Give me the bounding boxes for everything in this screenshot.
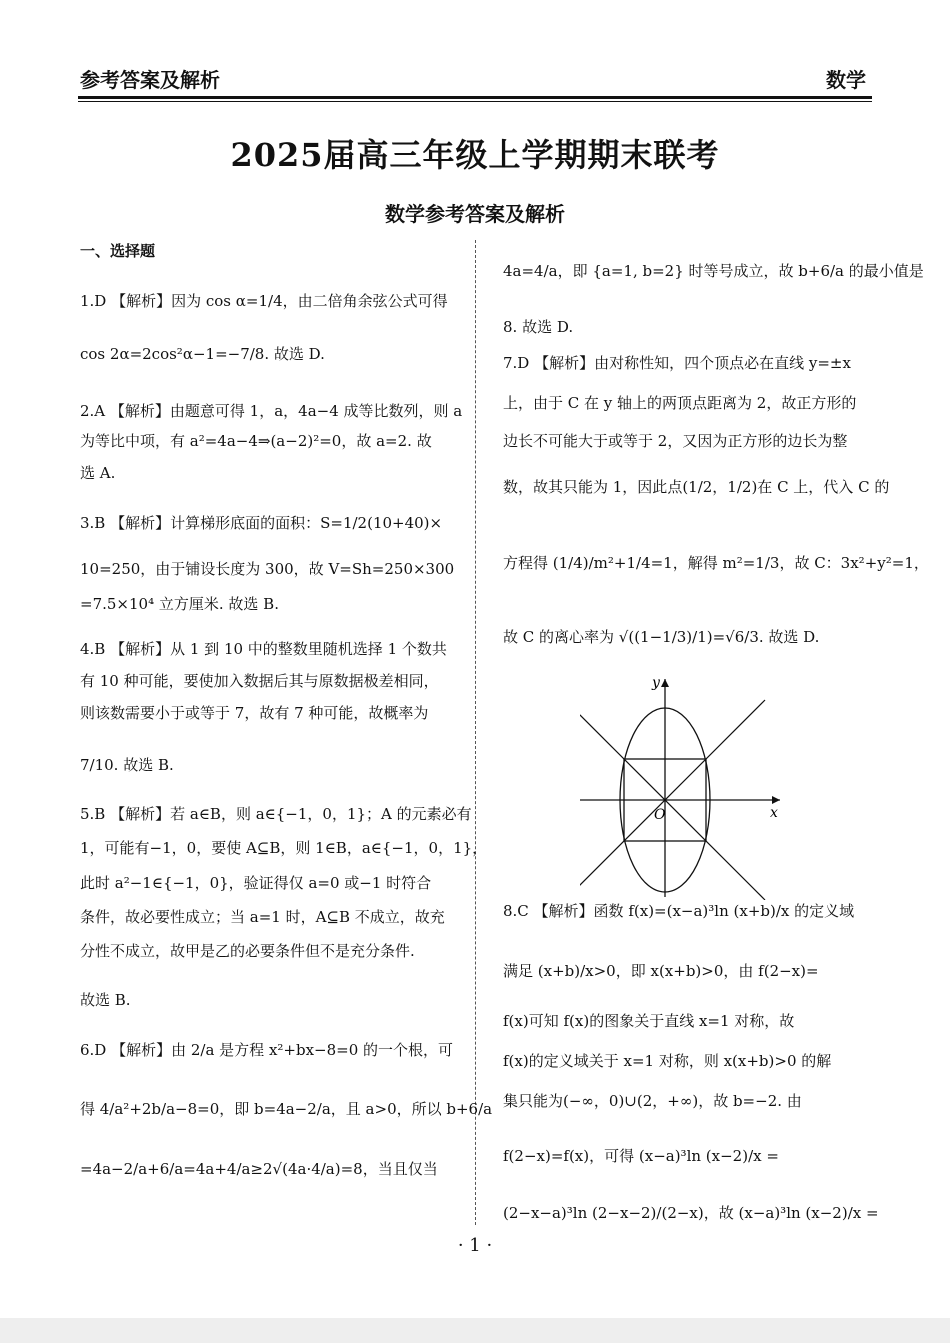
left-answer-line: 7/10. 故选 B.	[80, 756, 174, 774]
y-axis-arrow	[661, 679, 669, 687]
left-answer-line: 10=250，由于铺设长度为 300，故 V=Sh=250×300	[80, 560, 455, 578]
left-answer-line: 2.A 【解析】由题意可得 1，a，4a−4 成等比数列，则 a	[80, 402, 463, 420]
left-answer-line: 为等比中项，有 a²=4a−4⇒(a−2)²=0，故 a=2. 故	[80, 432, 432, 450]
x-axis-label: x	[770, 805, 778, 821]
right-answer-line: 8.C 【解析】函数 f(x)=(x−a)³ln (x+b)/x 的定义域	[503, 902, 855, 920]
left-answer-line: 选 A.	[80, 464, 116, 482]
left-answer-line: 分性不成立，故甲是乙的必要条件但不是充分条件.	[80, 942, 415, 960]
left-answer-line: 1，可能有−1，0，要使 A⊆B，则 1∈B，a∈{−1，0，1}，	[80, 839, 488, 857]
header-left: 参考答案及解析	[80, 68, 220, 92]
left-answer-line: 则该数需要小于或等于 7，故有 7 种可能，故概率为	[80, 704, 429, 722]
page-number: · 1 ·	[457, 1235, 493, 1256]
right-answer-line: 故 C 的离心率为 √((1−1/3)/1)=√6/3. 故选 D.	[503, 628, 820, 646]
left-answer-line: 得 4/a²+2b/a−8=0，即 b=4a−2/a，且 a>0，所以 b+6/a	[80, 1100, 493, 1118]
right-answer-line: (2−x−a)³ln (2−x−2)/(2−x)，故 (x−a)³ln (x−2)/x =	[503, 1204, 879, 1222]
ellipse-square-graph	[580, 675, 790, 900]
header-right: 数学	[826, 68, 866, 92]
right-answer-line: 上，由于 C 在 y 轴上的两顶点距离为 2，故正方形的	[503, 394, 857, 412]
right-answer-line: f(x)的定义域关于 x=1 对称，则 x(x+b)>0 的解	[503, 1052, 832, 1070]
right-answer-line: 集只能为(−∞，0)∪(2，+∞)，故 b=−2. 由	[503, 1092, 802, 1110]
left-answer-line: 3.B 【解析】计算梯形底面的面积：S=1/2(10+40)×	[80, 514, 443, 532]
left-answer-line: =4a−2/a+6/a=4a+4/a≥2√(4a·4/a)=8，当且仅当	[80, 1160, 438, 1178]
right-answer-line: 8. 故选 D.	[503, 318, 574, 336]
section-heading: 一、选择题	[80, 242, 156, 260]
right-answer-line: 7.D 【解析】由对称性知，四个顶点必在直线 y=±x	[503, 354, 851, 372]
x-axis-arrow	[772, 796, 780, 804]
header-rule-thick	[78, 96, 872, 99]
left-answer-line: 5.B 【解析】若 a∈B，则 a∈{−1，0，1}；A 的元素必有	[80, 805, 472, 823]
column-divider	[475, 240, 476, 1225]
right-answer-line: f(x)可知 f(x)的图象关于直线 x=1 对称，故	[503, 1012, 795, 1030]
right-answer-line: 方程得 (1/4)/m²+1/4=1，解得 m²=1/3，故 C：3x²+y²=1，	[503, 554, 929, 572]
right-answer-line: 数，故其只能为 1，因此点(1/2，1/2)在 C 上，代入 C 的	[503, 478, 890, 496]
left-answer-line: 此时 a²−1∈{−1，0}，验证得仅 a=0 或−1 时符合	[80, 874, 432, 892]
origin-label: O	[654, 807, 666, 823]
left-answer-line: 有 10 种可能，要使加入数据后其与原数据极差相同，	[80, 672, 439, 690]
y-axis-label: y	[652, 675, 660, 691]
right-answer-line: 4a=4/a，即 {a=1, b=2} 时等号成立，故 b+6/a 的最小值是	[503, 262, 924, 280]
left-answer-line: cos 2α=2cos²α−1=−7/8. 故选 D.	[80, 345, 325, 363]
left-answer-line: 6.D 【解析】由 2/a 是方程 x²+bx−8=0 的一个根，可	[80, 1041, 454, 1059]
left-answer-line: 4.B 【解析】从 1 到 10 中的整数里随机选择 1 个数共	[80, 640, 447, 658]
right-answer-line: f(2−x)=f(x)，可得 (x−a)³ln (x−2)/x =	[503, 1147, 779, 1165]
left-answer-line: 故选 B.	[80, 991, 131, 1009]
right-answer-line: 边长不可能大于或等于 2，又因为正方形的边长为整	[503, 432, 848, 450]
left-answer-line: =7.5×10⁴ 立方厘米. 故选 B.	[80, 595, 279, 613]
left-answer-line: 1.D 【解析】因为 cos α=1/4，由二倍角余弦公式可得	[80, 292, 448, 310]
right-answer-line: 满足 (x+b)/x>0，即 x(x+b)>0，由 f(2−x)=	[503, 962, 819, 980]
page-title: 2025届高三年级上学期期末联考	[230, 136, 720, 174]
bottom-band	[0, 1318, 950, 1343]
header-rule-thin	[78, 101, 872, 102]
left-answer-line: 条件，故必要性成立；当 a=1 时，A⊆B 不成立，故充	[80, 908, 445, 926]
page-subtitle: 数学参考答案及解析	[385, 202, 565, 226]
